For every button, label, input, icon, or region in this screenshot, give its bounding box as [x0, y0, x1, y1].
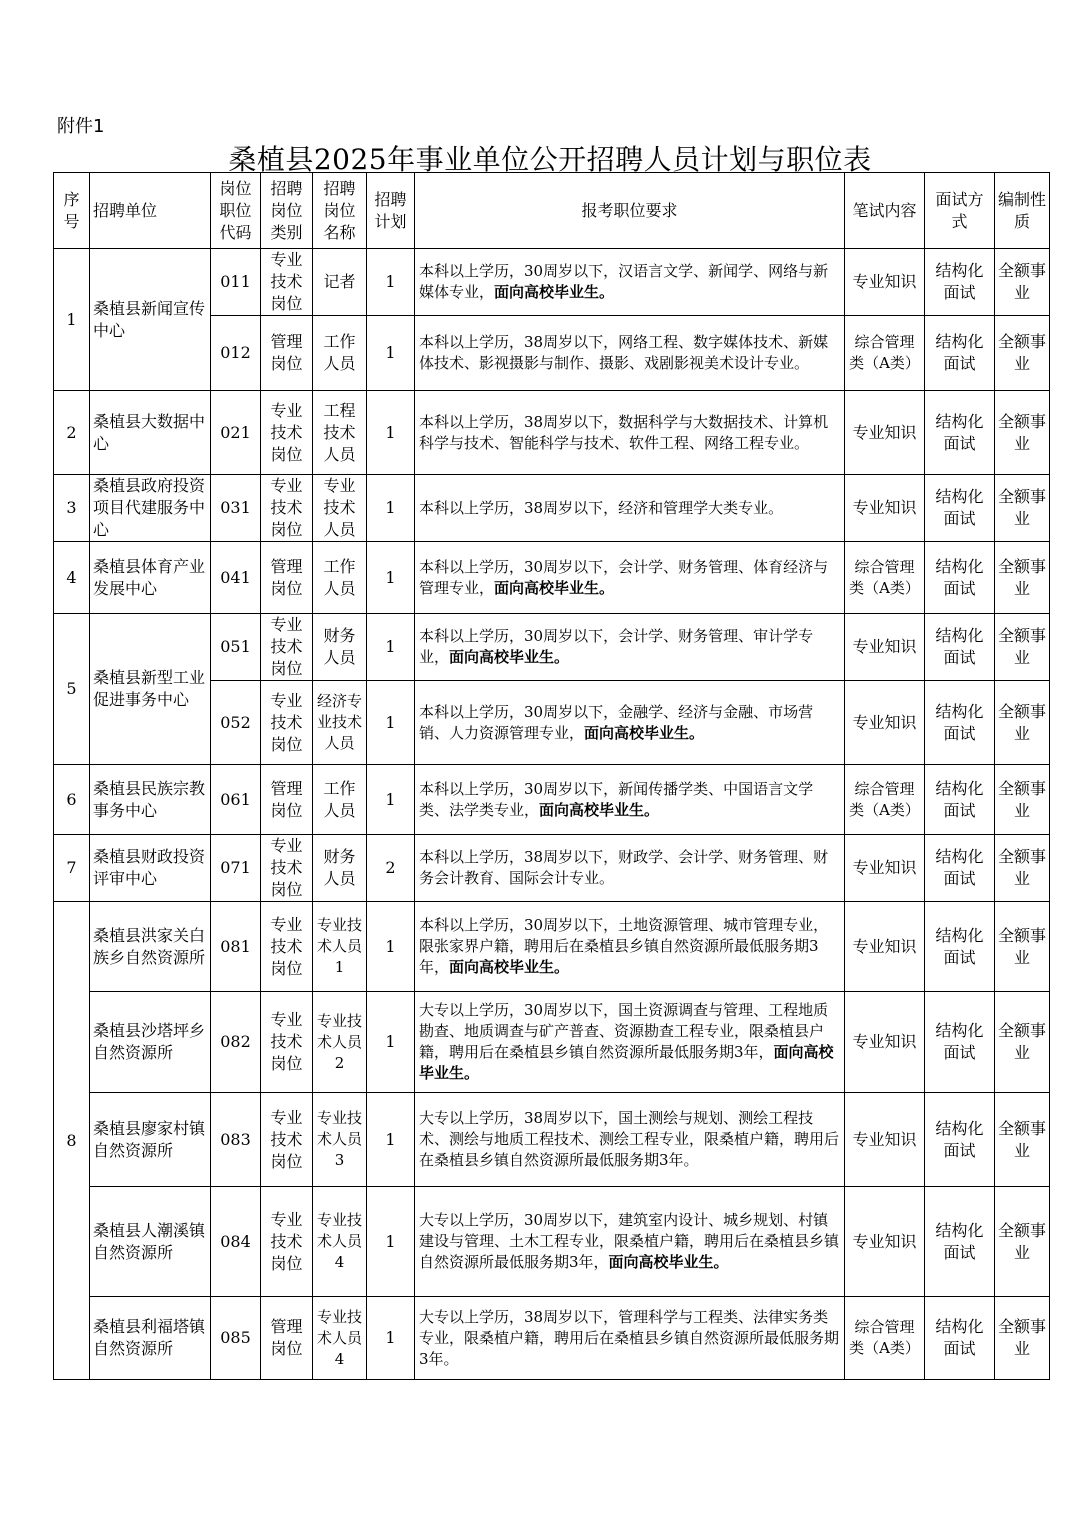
unit-cell: 桑植县新型工业促进事务中心 [90, 614, 211, 765]
requirements-emphasis: 面向高校毕业生。 [449, 958, 570, 976]
plan-cell: 1 [367, 902, 415, 992]
category-cell: 专业技术岗位 [261, 475, 313, 542]
category-cell: 专业技术岗位 [261, 992, 313, 1093]
plan-cell: 1 [367, 1093, 415, 1187]
unit-cell: 桑植县政府投资项目代建服务中心 [90, 475, 211, 542]
category-cell: 管理岗位 [261, 1297, 313, 1380]
code-cell: 011 [211, 249, 261, 316]
code-cell: 071 [211, 835, 261, 902]
requirements-text: 本科以上学历，30周岁以下，会计学、财务管理、审计学专业， [419, 627, 814, 666]
position-name-cell: 专业技术人员4 [313, 1297, 367, 1380]
code-cell: 031 [211, 475, 261, 542]
table-row [54, 765, 1050, 835]
exam-cell: 专业知识 [845, 475, 925, 542]
code-cell: 052 [211, 681, 261, 765]
interview-cell: 结构化面试 [925, 316, 995, 391]
code-cell: 012 [211, 316, 261, 391]
position-name-cell: 工作人员 [313, 765, 367, 835]
requirements-text: 大专以上学历，30周岁以下，国土资源调查与管理、工程地质勘查、地质调查与矿产普查、资源勘查工程专业，限桑植县户籍，聘用后在桑植县乡镇自然资源所最低服务期3年， [419, 1001, 829, 1061]
table-row [54, 542, 1050, 614]
exam-cell: 专业知识 [845, 902, 925, 992]
unit-cell: 桑植县利福塔镇自然资源所 [90, 1297, 211, 1380]
nature-cell: 全额事业 [995, 614, 1050, 681]
exam-cell: 专业知识 [845, 835, 925, 902]
interview-cell: 结构化面试 [925, 835, 995, 902]
requirements-text: 本科以上学历，38周岁以下，经济和管理学大类专业。 [419, 498, 784, 517]
exam-cell: 专业知识 [845, 249, 925, 316]
position-name-cell: 专业技术人员3 [313, 1093, 367, 1187]
requirements-text: 大专以上学历，38周岁以下，国土测绘与规划、测绘工程技术、测绘与地质工程技术、测绘工程专业，限桑植户籍，聘用后在桑植县乡镇自然资源所最低服务期3年。 [419, 1109, 840, 1169]
position-name-cell: 专业技术人员 [313, 475, 367, 542]
recruitment-table [53, 172, 1050, 1380]
code-cell: 051 [211, 614, 261, 681]
requirements-cell [415, 902, 845, 992]
interview-cell: 结构化面试 [925, 992, 995, 1093]
header-nature: 编制性质 [995, 173, 1050, 249]
requirements-text: 本科以上学历，30周岁以下，金融学、经济与金融、市场营销、人力资源管理专业， [419, 702, 814, 742]
requirements-text: 本科以上学历，38周岁以下，财政学、会计学、财务管理、财务会计教育、国际会计专业。 [419, 848, 829, 887]
unit-cell: 桑植县民族宗教事务中心 [90, 765, 211, 835]
nature-cell: 全额事业 [995, 391, 1050, 475]
code-cell: 082 [211, 992, 261, 1093]
requirements-text: 大专以上学历，38周岁以下，管理科学与工程类、法律实务类专业，限桑植户籍，聘用后在桑植县乡镇自然资源所最低服务期3年。 [419, 1307, 840, 1368]
exam-cell: 专业知识 [845, 614, 925, 681]
table-row [54, 249, 1050, 316]
requirements-cell [415, 391, 845, 475]
nature-cell: 全额事业 [995, 902, 1050, 992]
unit-cell: 桑植县沙塔坪乡自然资源所 [90, 992, 211, 1093]
category-cell: 管理岗位 [261, 542, 313, 614]
plan-cell: 1 [367, 1297, 415, 1380]
category-cell: 专业技术岗位 [261, 614, 313, 681]
unit-cell: 桑植县大数据中心 [90, 391, 211, 475]
table-row [54, 475, 1050, 542]
seq-cell: 1 [54, 249, 90, 391]
table-row [54, 1297, 1050, 1380]
position-name-cell: 财务人员 [313, 835, 367, 902]
code-cell: 081 [211, 902, 261, 992]
seq-cell: 5 [54, 614, 90, 765]
requirements-text: 本科以上学历，30周岁以下，土地资源管理、城市管理专业，限张家界户籍，聘用后在桑植县乡镇自然资源所最低服务期3年， [419, 916, 829, 976]
position-name-cell: 经济专业技术人员 [313, 681, 367, 765]
unit-cell: 桑植县洪家关白族乡自然资源所 [90, 902, 211, 992]
header-code: 岗位职位代码 [211, 173, 261, 249]
table-row [54, 992, 1050, 1093]
requirements-emphasis: 面向高校毕业生。 [494, 283, 615, 301]
header-category: 招聘岗位类别 [261, 173, 313, 249]
requirements-cell [415, 614, 845, 681]
seq-cell: 2 [54, 391, 90, 475]
table-row [54, 1093, 1050, 1187]
seq-cell: 7 [54, 835, 90, 902]
category-cell: 专业技术岗位 [261, 835, 313, 902]
table-row [54, 1187, 1050, 1297]
code-cell: 041 [211, 542, 261, 614]
interview-cell: 结构化面试 [925, 391, 995, 475]
requirements-emphasis: 面向高校毕业生。 [608, 1253, 729, 1271]
position-name-cell: 专业技术人员1 [313, 902, 367, 992]
interview-cell: 结构化面试 [925, 1187, 995, 1297]
category-cell: 专业技术岗位 [261, 1187, 313, 1297]
interview-cell: 结构化面试 [925, 542, 995, 614]
seq-cell: 3 [54, 475, 90, 542]
requirements-text: 大专以上学历，30周岁以下，建筑室内设计、城乡规划、村镇建设与管理、土木工程专业，限桑植户籍，聘用后在桑植县乡镇自然资源所最低服务期3年， [419, 1211, 840, 1271]
interview-cell: 结构化面试 [925, 475, 995, 542]
nature-cell: 全额事业 [995, 835, 1050, 902]
attachment-label: 附件1 [57, 116, 105, 137]
category-cell: 专业技术岗位 [261, 681, 313, 765]
plan-cell: 1 [367, 475, 415, 542]
unit-cell: 桑植县财政投资评审中心 [90, 835, 211, 902]
unit-cell: 桑植县新闻宣传中心 [90, 249, 211, 391]
interview-cell: 结构化面试 [925, 902, 995, 992]
requirements-cell [415, 765, 845, 835]
plan-cell: 1 [367, 992, 415, 1093]
plan-cell: 1 [367, 249, 415, 316]
table-row [54, 835, 1050, 902]
position-name-cell: 专业技术人员2 [313, 992, 367, 1093]
requirements-cell [415, 316, 845, 391]
category-cell: 专业技术岗位 [261, 902, 313, 992]
nature-cell: 全额事业 [995, 1187, 1050, 1297]
exam-cell: 专业知识 [845, 391, 925, 475]
nature-cell: 全额事业 [995, 1297, 1050, 1380]
requirements-cell [415, 681, 845, 765]
category-cell: 管理岗位 [261, 316, 313, 391]
seq-cell: 8 [54, 902, 90, 1380]
nature-cell: 全额事业 [995, 1093, 1050, 1187]
seq-cell: 4 [54, 542, 90, 614]
nature-cell: 全额事业 [995, 992, 1050, 1093]
unit-cell: 桑植县廖家村镇自然资源所 [90, 1093, 211, 1187]
page-title: 桑植县2025年事业单位公开招聘人员计划与职位表 [228, 143, 872, 176]
code-cell: 083 [211, 1093, 261, 1187]
requirements-text: 本科以上学历，30周岁以下，新闻传播学类、中国语言文学类、法学类专业， [419, 779, 814, 819]
position-name-cell: 记者 [313, 249, 367, 316]
exam-cell: 专业知识 [845, 1093, 925, 1187]
position-name-cell: 财务人员 [313, 614, 367, 681]
header-interview: 面试方式 [925, 173, 995, 249]
table-row [54, 902, 1050, 992]
code-cell: 061 [211, 765, 261, 835]
code-cell: 021 [211, 391, 261, 475]
category-cell: 专业技术岗位 [261, 249, 313, 316]
plan-cell: 1 [367, 316, 415, 391]
position-name-cell: 工作人员 [313, 542, 367, 614]
interview-cell: 结构化面试 [925, 765, 995, 835]
seq-cell: 6 [54, 765, 90, 835]
code-cell: 084 [211, 1187, 261, 1297]
requirements-cell [415, 475, 845, 542]
interview-cell: 结构化面试 [925, 1093, 995, 1187]
category-cell: 专业技术岗位 [261, 1093, 313, 1187]
nature-cell: 全额事业 [995, 316, 1050, 391]
exam-cell: 综合管理类（A类） [845, 542, 925, 614]
header-row [54, 173, 1050, 249]
exam-cell: 综合管理类（A类） [845, 316, 925, 391]
plan-cell: 1 [367, 681, 415, 765]
header-exam: 笔试内容 [845, 173, 925, 249]
exam-cell: 专业知识 [845, 681, 925, 765]
requirements-text: 本科以上学历，30周岁以下，会计学、财务管理、体育经济与管理专业， [419, 557, 829, 597]
plan-cell: 1 [367, 542, 415, 614]
category-cell: 管理岗位 [261, 765, 313, 835]
requirements-cell [415, 835, 845, 902]
code-cell: 085 [211, 1297, 261, 1380]
plan-cell: 1 [367, 614, 415, 681]
requirements-cell [415, 992, 845, 1093]
requirements-emphasis: 面向高校毕业生。 [449, 648, 570, 666]
header-name: 招聘岗位名称 [313, 173, 367, 249]
nature-cell: 全额事业 [995, 765, 1050, 835]
header-requirements: 报考职位要求 [415, 173, 845, 249]
header-seq: 序号 [54, 173, 90, 249]
table-row [54, 391, 1050, 475]
nature-cell: 全额事业 [995, 249, 1050, 316]
requirements-emphasis: 面向高校毕业生。 [539, 800, 660, 819]
exam-cell: 综合管理类（A类） [845, 765, 925, 835]
plan-cell: 1 [367, 1187, 415, 1297]
header-plan: 招聘计划 [367, 173, 415, 249]
table-row [54, 614, 1050, 681]
nature-cell: 全额事业 [995, 542, 1050, 614]
interview-cell: 结构化面试 [925, 681, 995, 765]
nature-cell: 全额事业 [995, 681, 1050, 765]
requirements-emphasis: 面向高校毕业生。 [419, 1043, 834, 1082]
plan-cell: 1 [367, 391, 415, 475]
unit-cell: 桑植县体育产业发展中心 [90, 542, 211, 614]
position-name-cell: 工作人员 [313, 316, 367, 391]
requirements-text: 本科以上学历，30周岁以下，汉语言文学、新闻学、网络与新媒体专业， [419, 262, 829, 301]
requirements-cell [415, 1187, 845, 1297]
interview-cell: 结构化面试 [925, 1297, 995, 1380]
nature-cell: 全额事业 [995, 475, 1050, 542]
header-unit: 招聘单位 [90, 173, 211, 249]
requirements-text: 本科以上学历，38周岁以下，数据科学与大数据技术、计算机科学与技术、智能科学与技术、软件工程、网络工程专业。 [419, 412, 829, 452]
plan-cell: 2 [367, 835, 415, 902]
exam-cell: 综合管理类（A类） [845, 1297, 925, 1380]
requirements-cell [415, 1297, 845, 1380]
exam-cell: 专业知识 [845, 992, 925, 1093]
unit-cell: 桑植县人潮溪镇自然资源所 [90, 1187, 211, 1297]
requirements-cell [415, 249, 845, 316]
requirements-emphasis: 面向高校毕业生。 [584, 723, 705, 742]
requirements-cell [415, 1093, 845, 1187]
exam-cell: 专业知识 [845, 1187, 925, 1297]
requirements-emphasis: 面向高校毕业生。 [494, 578, 615, 597]
interview-cell: 结构化面试 [925, 249, 995, 316]
plan-cell: 1 [367, 765, 415, 835]
position-name-cell: 工程技术人员 [313, 391, 367, 475]
position-name-cell: 专业技术人员4 [313, 1187, 367, 1297]
requirements-text: 本科以上学历，38周岁以下，网络工程、数字媒体技术、新媒体技术、影视摄影与制作、摄影、戏剧影视美术设计专业。 [419, 333, 829, 372]
category-cell: 专业技术岗位 [261, 391, 313, 475]
interview-cell: 结构化面试 [925, 614, 995, 681]
requirements-cell [415, 542, 845, 614]
